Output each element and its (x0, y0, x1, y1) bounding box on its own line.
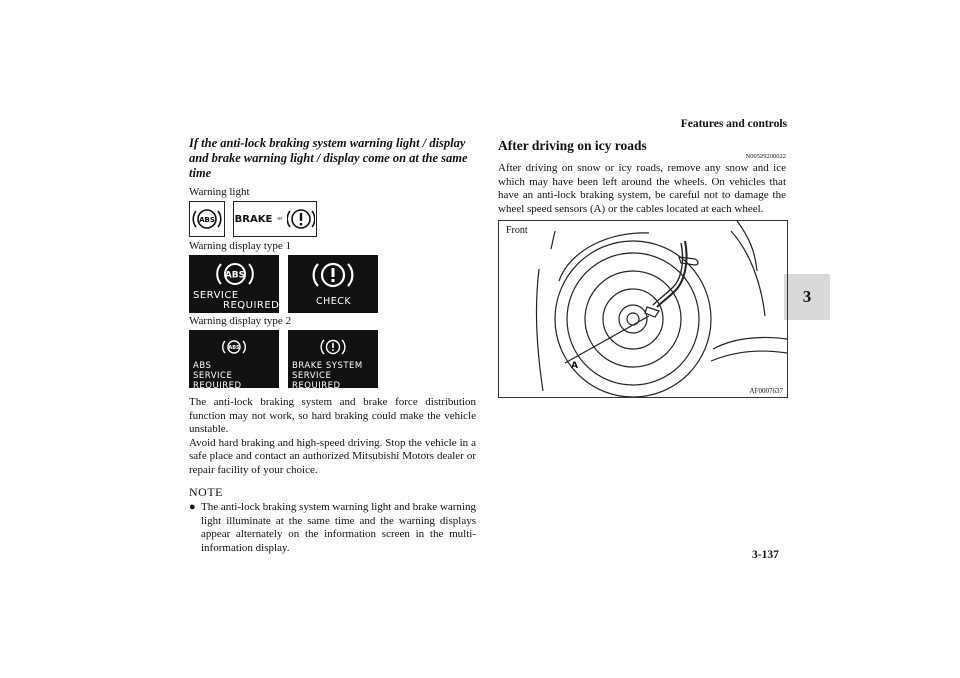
service-required-text: SERVICE REQUIRED (193, 371, 242, 391)
body-paragraph: After driving on snow or icy roads, remove any snow and ice which may have been left around the wheels. On vehicles that have an anti-lock braking system, be careful not to damage the wheel speed sensors (A) or the cables located at each wheel. (498, 162, 786, 215)
abs-line-text: ABS (193, 361, 212, 371)
section-heading: After driving on icy roads (498, 138, 647, 153)
running-header: Features and controls (680, 118, 787, 130)
abs-icon (192, 206, 222, 232)
service-required-text: SERVICE REQUIRED (292, 371, 341, 391)
body-paragraph-1: The anti-lock braking system and brake force distribution function may not work, so hard braking could make the vehicle unstable. (189, 396, 476, 435)
abs-service-required-display (189, 330, 279, 391)
page-number: 3-137 (752, 549, 779, 561)
or-text: or (277, 216, 283, 222)
front-label: Front (506, 225, 528, 236)
wheel-illustration (499, 221, 787, 397)
warning-light-label: Warning light (189, 186, 250, 198)
figure-code: AF0007637 (749, 387, 783, 395)
brake-text: BRAKE (234, 213, 273, 225)
brake-warning-light (233, 201, 317, 237)
bullet-icon: ● (189, 501, 196, 513)
svg-text:ABS: ABS (228, 345, 240, 351)
service-text: SERVICE (193, 290, 239, 301)
note-item (189, 501, 476, 555)
note-label: NOTE (189, 485, 223, 499)
brake-system-text: BRAKE SYSTEM (292, 361, 363, 371)
abs-service-display (189, 255, 279, 313)
abs-warning-light (189, 201, 225, 237)
note-text: The anti-lock braking system warning light and brake warning light illuminate at the same time and the warning displays appear alternately on the information screen in the multi-information display. (201, 501, 476, 554)
brake-check-display (288, 255, 378, 313)
abs-icon (214, 259, 256, 289)
brake-exclamation-icon (320, 337, 346, 357)
wheel-sensor-figure (498, 220, 788, 398)
subsection-heading: If the anti-lock braking system warning light / display and brake warning light / display come on at the same time (189, 136, 468, 180)
callout-a: A (571, 361, 578, 371)
display-type1-row (189, 255, 476, 313)
check-text: CHECK (316, 296, 352, 307)
left-column (189, 136, 476, 555)
section-code: N00529200022 (745, 153, 786, 160)
abs-icon (221, 338, 247, 356)
display-type1-label: Warning display type 1 (189, 240, 292, 252)
svg-text:ABS: ABS (224, 270, 246, 281)
required-text: REQUIRED (223, 300, 280, 311)
brake-exclamation-icon (287, 206, 315, 232)
display-type2-label: Warning display type 2 (189, 315, 292, 327)
right-column (498, 138, 786, 216)
brake-exclamation-icon (312, 259, 354, 291)
warning-light-row (189, 201, 476, 237)
body-paragraph-2: Avoid hard braking and high-speed driving. Stop the vehicle in a safe place and contact an authorized Mitsubishi Motors dealer or repair facility of your choice. (189, 436, 476, 476)
svg-text:ABS: ABS (199, 216, 215, 224)
chapter-tab: 3 (784, 274, 830, 320)
display-type2-row (189, 330, 476, 391)
brake-service-required-display (288, 330, 378, 391)
